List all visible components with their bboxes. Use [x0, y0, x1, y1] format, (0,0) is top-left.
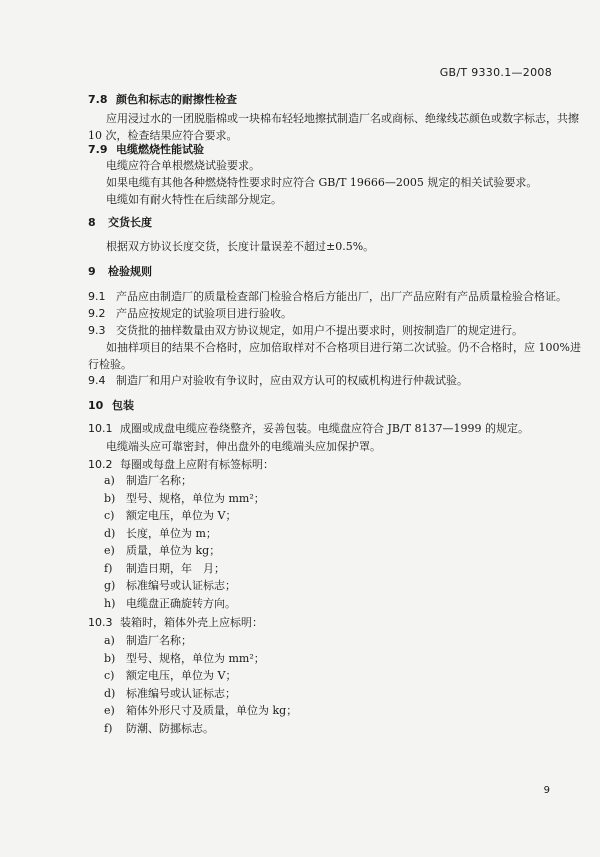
list-marker: a) — [104, 474, 115, 487]
list-marker: f) — [104, 721, 113, 735]
list-text: 额定电压，单位为 V； — [126, 509, 237, 522]
list-marker: d) — [104, 686, 116, 700]
list-text: 型号、规格，单位为 mm²； — [126, 491, 265, 505]
list-text: 型号、规格，单位为 mm²； — [126, 651, 265, 665]
list-text: 制造厂名称； — [126, 634, 192, 647]
list-text: 制造厂名称； — [126, 474, 192, 487]
list-text: 制造日期，年 月； — [126, 561, 225, 575]
list-text: 电缆盘正确旋转方向。 — [126, 596, 236, 610]
list-text: 标准编号或认证标志； — [126, 579, 236, 592]
list-marker: e) — [104, 544, 115, 557]
list-marker: e) — [104, 704, 115, 717]
list-text: 质量，单位为 kg； — [126, 544, 221, 557]
list-marker: b) — [104, 651, 116, 665]
list-marker: c) — [104, 509, 115, 522]
page-number: 9 — [543, 785, 550, 796]
list-text: 额定电压，单位为 V； — [126, 669, 237, 682]
list-marker: a) — [104, 634, 115, 647]
list-marker: b) — [104, 491, 116, 505]
list-marker: c) — [104, 669, 115, 682]
list-text: 长度，单位为 m； — [126, 526, 217, 540]
list-text: 箱体外形尺寸及质量，单位为 kg； — [126, 704, 298, 717]
list-marker: g) — [104, 579, 116, 592]
list-marker: f) — [104, 561, 113, 575]
list-marker: h) — [104, 596, 116, 610]
standard-code-header: GB/T 9330.1—2008 — [439, 66, 552, 79]
document-page: GB/T 9330.1—2008 7.8 颜色和标志的耐擦性检查 应用浸过水的一团脱脂棉或一块棉布轻轻地擦拭制造厂名或商标、绝缘线芯颜色或数字标志，共擦 10 次，检查结果应符合要求。 7.9 电缆燃烧性能试验 电缆应符合单根燃烧试验要求。 如果电缆有其他各种燃烧特性要求时应符合 GB/T 19666—2005 规定的相关试验要求。 电缆如有耐火特性在后续部分规定。 8 交货长度 根据双方协议长度交货，长度计量误差不超过±0.5%。 9 检验规则 9.1 产品应由制造厂的质量检查部门检验合格后方能出厂，出厂产品应附有产品质量检验合格证。 9.2 产品应按规定的试验项目进行验收。 9.3 交货批的抽样数量由双方协议规定，如用户不提出要求时，则按制造厂的规定进行。 如抽样项目的结果不合格时，应加倍取样对不合格项目进行第二次试验。仍不合格时，应 100%进 行检验。 9.4 制造厂和用户对验收有争议时，应由双方认可的权威机构进行仲裁试验。 10 包装 10.1 成圈或成盘电缆应卷绕整齐，妥善包装。电缆盘应符合 JB/T 8137—1999 的规定。 电缆端头应可靠密封，伸出盘外的电缆端头应加保护罩。 10.2 每圈或每盘上应附有标签标明： a) 制造厂名称； b) 型号、规格，单位为 mm²； c) 额定电压，单位为 V； d) 长度，单位为 m； e) 质量，单位为 kg； f) 制造日期，年 月； g) 标准编号或认证标志； h) 电缆盘正确旋转方向。 10.3 装箱时，箱体外壳上应标明： a) 制造厂名称； b) 型号、规格，单位为 mm²； c) 额定电压，单位为 V； d) 标准编号或认证标志； e) 箱体外形尺寸及质量，单位为 kg； f) 防潮、防挪标志。 9 — [88, 66, 581, 796]
list-marker: d) — [104, 526, 116, 540]
list-text: 防潮、防挪标志。 — [126, 721, 214, 735]
list-text: 标准编号或认证标志； — [126, 686, 236, 700]
